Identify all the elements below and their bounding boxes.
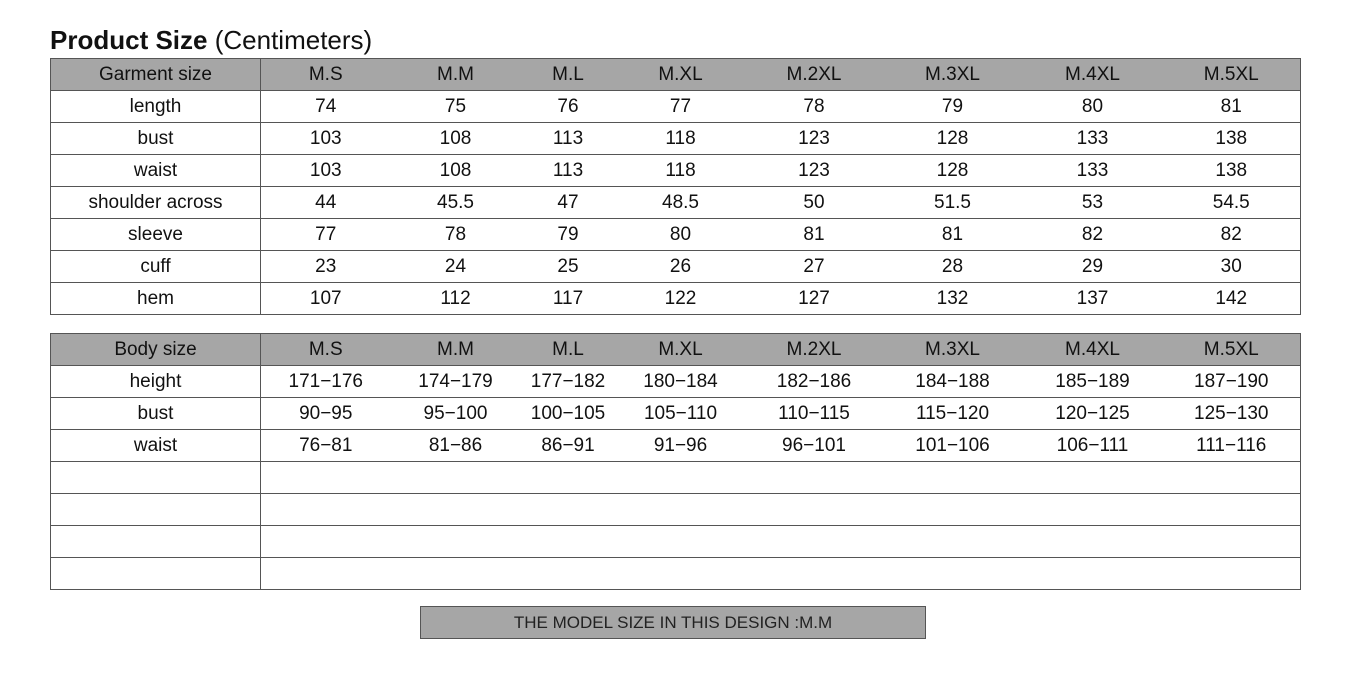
- measurement-value: 23: [261, 251, 391, 283]
- measurement-value: 138: [1163, 123, 1301, 155]
- measurement-value: 138: [1163, 155, 1301, 187]
- measurement-value: 81: [746, 219, 883, 251]
- measurement-value: 30: [1163, 251, 1301, 283]
- measurement-value: 123: [746, 155, 883, 187]
- size-column-header: M.4XL: [1023, 334, 1163, 366]
- measurement-value: 115−120: [883, 398, 1023, 430]
- garment-header-row: [51, 59, 1301, 91]
- measurement-value: 79: [521, 219, 616, 251]
- empty-label-cell: [51, 526, 261, 558]
- measurement-value: 96−101: [746, 430, 883, 462]
- measurement-value: 112: [391, 283, 521, 315]
- table-row: [51, 91, 1301, 123]
- measurement-value: 128: [883, 155, 1023, 187]
- size-column-header: M.3XL: [883, 334, 1023, 366]
- measurement-value: 51.5: [883, 187, 1023, 219]
- empty-value-cell: [261, 526, 1301, 558]
- measurement-value: 185−189: [1023, 366, 1163, 398]
- empty-row: [51, 526, 1301, 558]
- measurement-value: 100−105: [521, 398, 616, 430]
- measurement-value: 105−110: [616, 398, 746, 430]
- measurement-value: 117: [521, 283, 616, 315]
- measurement-label: sleeve: [51, 219, 261, 251]
- measurement-value: 29: [1023, 251, 1163, 283]
- size-column-header: M.4XL: [1023, 59, 1163, 91]
- table-row: [51, 283, 1301, 315]
- measurement-value: 128: [883, 123, 1023, 155]
- empty-label-cell: [51, 558, 261, 590]
- measurement-value: 86−91: [521, 430, 616, 462]
- measurement-value: 53: [1023, 187, 1163, 219]
- measurement-value: 77: [616, 91, 746, 123]
- garment-size-table: [50, 58, 1301, 315]
- garment-header-label: Garment size: [51, 59, 261, 91]
- measurement-value: 82: [1023, 219, 1163, 251]
- measurement-value: 184−188: [883, 366, 1023, 398]
- empty-row: [51, 462, 1301, 494]
- measurement-value: 180−184: [616, 366, 746, 398]
- measurement-value: 120−125: [1023, 398, 1163, 430]
- empty-value-cell: [261, 558, 1301, 590]
- measurement-value: 80: [616, 219, 746, 251]
- measurement-value: 80: [1023, 91, 1163, 123]
- measurement-value: 133: [1023, 123, 1163, 155]
- measurement-value: 137: [1023, 283, 1163, 315]
- measurement-value: 91−96: [616, 430, 746, 462]
- measurement-value: 171−176: [261, 366, 391, 398]
- measurement-value: 50: [746, 187, 883, 219]
- measurement-value: 125−130: [1163, 398, 1301, 430]
- size-column-header: M.S: [261, 59, 391, 91]
- measurement-label: waist: [51, 430, 261, 462]
- measurement-value: 48.5: [616, 187, 746, 219]
- measurement-value: 187−190: [1163, 366, 1301, 398]
- measurement-value: 54.5: [1163, 187, 1301, 219]
- measurement-value: 111−116: [1163, 430, 1301, 462]
- measurement-label: bust: [51, 398, 261, 430]
- measurement-value: 103: [261, 123, 391, 155]
- empty-row: [51, 494, 1301, 526]
- measurement-value: 79: [883, 91, 1023, 123]
- size-column-header: M.2XL: [746, 59, 883, 91]
- measurement-label: waist: [51, 155, 261, 187]
- model-size-note: THE MODEL SIZE IN THIS DESIGN :M.M: [420, 606, 926, 639]
- measurement-value: 123: [746, 123, 883, 155]
- table-row: [51, 251, 1301, 283]
- size-column-header: M.M: [391, 59, 521, 91]
- measurement-value: 78: [746, 91, 883, 123]
- measurement-value: 45.5: [391, 187, 521, 219]
- measurement-value: 101−106: [883, 430, 1023, 462]
- measurement-value: 133: [1023, 155, 1163, 187]
- title-unit: (Centimeters): [214, 25, 373, 55]
- measurement-value: 118: [616, 155, 746, 187]
- measurement-value: 103: [261, 155, 391, 187]
- body-header-label: Body size: [51, 334, 261, 366]
- measurement-value: 81−86: [391, 430, 521, 462]
- measurement-value: 110−115: [746, 398, 883, 430]
- measurement-value: 26: [616, 251, 746, 283]
- measurement-value: 113: [521, 155, 616, 187]
- measurement-value: 142: [1163, 283, 1301, 315]
- measurement-label: shoulder across: [51, 187, 261, 219]
- measurement-value: 47: [521, 187, 616, 219]
- measurement-value: 106−111: [1023, 430, 1163, 462]
- size-column-header: M.5XL: [1163, 334, 1301, 366]
- measurement-value: 77: [261, 219, 391, 251]
- size-column-header: M.3XL: [883, 59, 1023, 91]
- measurement-value: 108: [391, 155, 521, 187]
- measurement-label: length: [51, 91, 261, 123]
- size-column-header: M.M: [391, 334, 521, 366]
- measurement-value: 81: [883, 219, 1023, 251]
- measurement-value: 76−81: [261, 430, 391, 462]
- empty-label-cell: [51, 494, 261, 526]
- measurement-value: 122: [616, 283, 746, 315]
- measurement-value: 82: [1163, 219, 1301, 251]
- measurement-value: 95−100: [391, 398, 521, 430]
- measurement-value: 78: [391, 219, 521, 251]
- measurement-value: 74: [261, 91, 391, 123]
- measurement-value: 107: [261, 283, 391, 315]
- size-column-header: M.L: [521, 59, 616, 91]
- measurement-value: 81: [1163, 91, 1301, 123]
- table-row: [51, 155, 1301, 187]
- measurement-value: 174−179: [391, 366, 521, 398]
- empty-label-cell: [51, 462, 261, 494]
- measurement-value: 25: [521, 251, 616, 283]
- body-header-row: [51, 334, 1301, 366]
- measurement-value: 27: [746, 251, 883, 283]
- measurement-label: height: [51, 366, 261, 398]
- table-row: [51, 187, 1301, 219]
- measurement-value: 108: [391, 123, 521, 155]
- measurement-value: 28: [883, 251, 1023, 283]
- page-title: [50, 24, 372, 56]
- size-column-header: M.XL: [616, 334, 746, 366]
- table-row: [51, 219, 1301, 251]
- size-column-header: M.2XL: [746, 334, 883, 366]
- size-column-header: M.S: [261, 334, 391, 366]
- measurement-value: 24: [391, 251, 521, 283]
- measurement-value: 113: [521, 123, 616, 155]
- measurement-value: 75: [391, 91, 521, 123]
- measurement-value: 127: [746, 283, 883, 315]
- title-main: Product Size: [50, 25, 208, 55]
- measurement-value: 118: [616, 123, 746, 155]
- measurement-value: 182−186: [746, 366, 883, 398]
- empty-value-cell: [261, 494, 1301, 526]
- measurement-value: 76: [521, 91, 616, 123]
- empty-value-cell: [261, 462, 1301, 494]
- size-column-header: M.L: [521, 334, 616, 366]
- size-column-header: M.5XL: [1163, 59, 1301, 91]
- table-row: [51, 398, 1301, 430]
- measurement-label: hem: [51, 283, 261, 315]
- measurement-value: 132: [883, 283, 1023, 315]
- table-row: [51, 123, 1301, 155]
- table-row: [51, 366, 1301, 398]
- measurement-value: 90−95: [261, 398, 391, 430]
- table-row: [51, 430, 1301, 462]
- measurement-label: bust: [51, 123, 261, 155]
- measurement-label: cuff: [51, 251, 261, 283]
- size-column-header: M.XL: [616, 59, 746, 91]
- empty-row: [51, 558, 1301, 590]
- measurement-value: 177−182: [521, 366, 616, 398]
- measurement-value: 44: [261, 187, 391, 219]
- body-size-table: [50, 333, 1301, 590]
